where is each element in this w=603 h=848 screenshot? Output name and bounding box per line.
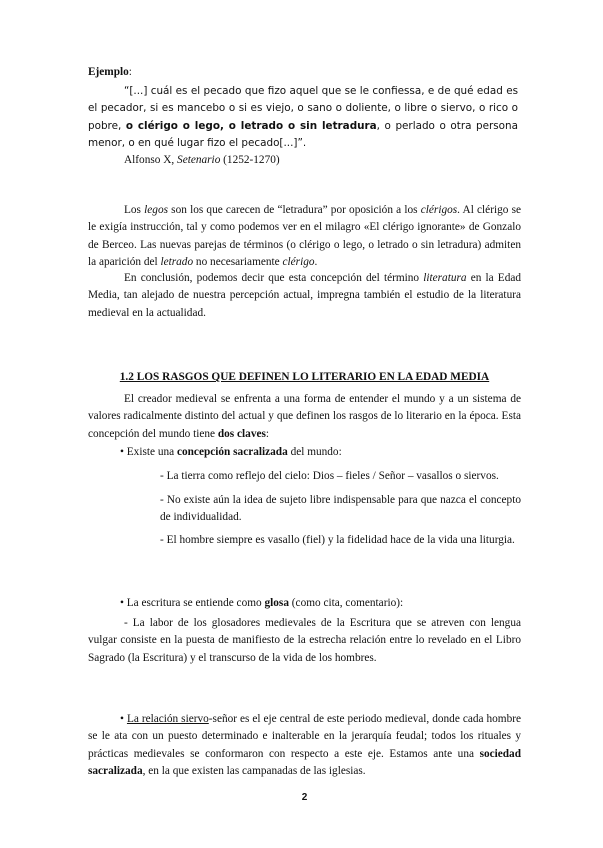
bullet3-text-3: , en la que existen las campanadas de las iglesias.	[142, 764, 366, 777]
quote-block	[88, 83, 518, 152]
citation-author: Alfonso X,	[124, 154, 178, 166]
subitem-tierra: - La tierra como reflejo del cielo: Dios – fieles / Señor – vasallos o siervos.	[160, 470, 499, 482]
para1-text-3: . Al clérigo se le exigía instrucción, tal y como podemos ver en el milagro «El clérigo ignorante» de Gonzalo de Berceo. Las nuevas parejas de términos (o clérigo o lego, o letrado o sin letradura) admiten la aparición del	[88, 204, 521, 268]
citation	[88, 152, 518, 169]
para2-text-1: En conclusión, podemos decir que esta concepción del término	[124, 272, 424, 284]
paragraph-legos	[88, 202, 521, 271]
quote-text-start: “[...] cuál es el pecado que fizo aquel que se le confiessa, e de qué edad es el pecador, si es mancebo o si es viejo, o sano o doliente, o libre o siervo, o rico o pobre,	[88, 85, 518, 132]
subitem-glosadores: - La labor de los glosadores medievales de la Escritura que se atreven con lengua vulgar consiste en la puesta de manifiesto de la estrecha relación entre lo revelado en el Libro Sagrado (la Escritura) y el transcurso de la vida de los hombres.	[88, 617, 521, 664]
ejemplo-label-text: Ejemplo	[88, 66, 129, 78]
para2-italic-literatura: literatura	[423, 272, 467, 284]
para1-text-4: no necesariamente	[193, 255, 283, 268]
para3-text-1: El creador medieval se enfrenta a una forma de entender el mundo y a un sistema de valores radicalmente distinto del actual y que definen los rasgos de lo literario en la época. Esta concepción del mundo tiene	[88, 393, 521, 440]
para3-bold-dos-claves: dos claves	[217, 427, 266, 440]
bullet2-text-1: • La escritura se entiende como	[120, 597, 265, 609]
bullet3-bullet: •	[120, 713, 127, 725]
subitem-vasallo: - El hombre siempre es vasallo (fiel) y la fidelidad hace de la vida una liturgia.	[160, 534, 515, 546]
bullet-concepcion	[120, 444, 521, 461]
page-number: 2	[301, 792, 308, 803]
paragraph-creador	[88, 391, 521, 443]
ejemplo-label: Ejemplo:	[88, 66, 132, 78]
quote-bold-phrase: o clérigo o lego, o letrado o sin letradura	[125, 119, 377, 132]
bullet2-text-2: (como cita, comentario):	[288, 597, 404, 609]
para1-italic-letrado: letrado	[160, 255, 194, 268]
bullet-escritura	[120, 595, 521, 612]
bullet3-text-2: -señor es el eje central de este periodo medieval, donde cada hombre se le ata con un puesto determinado e inalterable en la jerarquía feudal; todos los rituales y prácticas medievales se conformaron con respecto a este eje. Estamos ante una	[88, 713, 521, 760]
bullet3-bold-sociedad: sociedad sacralizada	[88, 747, 521, 777]
quote-text-end: , o perlado o otra persona menor, o en qué lugar fizo el pecado[...]”.	[88, 119, 518, 149]
bullet1-text-2: del mundo:	[287, 446, 342, 458]
bullet1-text-1: • Existe una	[120, 446, 177, 458]
bullet2-bold-glosa: glosa	[264, 597, 289, 609]
paragraph-conclusion	[88, 270, 521, 322]
section-heading: 1.2 LOS RASGOS QUE DEFINEN LO LITERARIO EN LA EDAD MEDIA	[119, 371, 490, 383]
para1-text-1: Los	[124, 204, 145, 216]
citation-work: Setenario	[177, 154, 221, 166]
para1-text-2: son los que carecen de “letradura” por oposición a los	[168, 204, 421, 216]
para1-italic-clerigo: clérigo	[282, 255, 315, 268]
para1-text-5: .	[314, 255, 318, 268]
para1-italic-clerigos: clérigos	[420, 204, 458, 216]
bullet3-underlined: La relación siervo	[126, 713, 209, 725]
bullet1-bold: concepción sacralizada	[176, 446, 288, 458]
subitem-sujeto-libre: - No existe aún la idea de sujeto libre indispensable para que nazca el concepto de individualidad.	[160, 494, 521, 524]
para1-italic-legos: legos	[144, 204, 168, 216]
para3-text-2: :	[265, 427, 270, 440]
bullet-relacion	[88, 711, 521, 780]
para2-text-2: en la Edad Media, tan alejado de nuestra percepción actual, impregna también el estudio de la literatura medieval en la actualidad.	[88, 272, 522, 319]
citation-date: (1252-1270)	[220, 154, 280, 166]
